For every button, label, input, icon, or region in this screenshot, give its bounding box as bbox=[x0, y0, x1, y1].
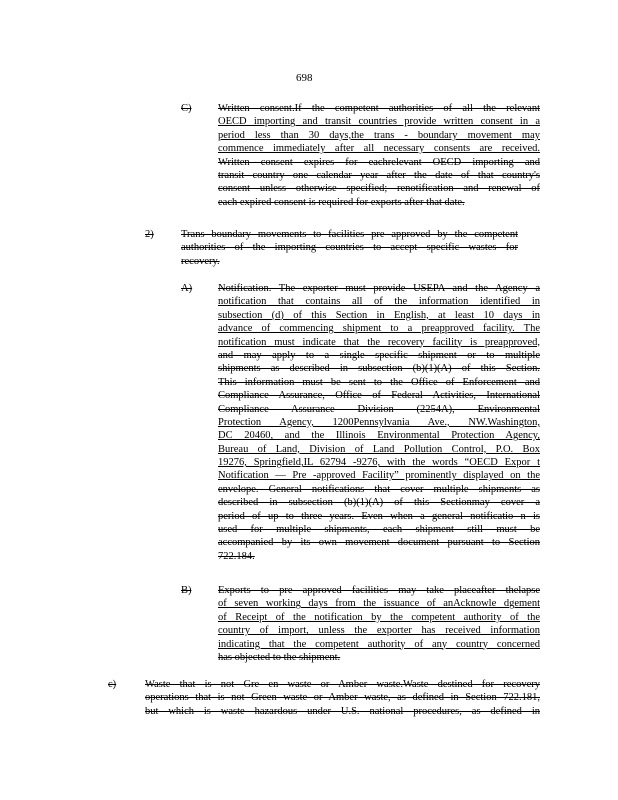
paragraph-A-line: notification that contains all of the information identified in bbox=[218, 296, 540, 308]
paragraph-A-line: Notification. The exporter must provide USEPA and the Agency a bbox=[218, 283, 540, 294]
paragraph-C-line: commence immediately after all necessary consents are received. bbox=[218, 143, 540, 155]
paragraph-C-line: Written consent expires for eachrelevant OECD importing and bbox=[218, 156, 540, 168]
paragraph-2-line: recovery. bbox=[181, 255, 220, 267]
paragraph-B-line: of seven working days from the issuance of anAcknowle dgement bbox=[218, 598, 540, 610]
paragraph-A-line: subsection (d) of this Section in English, at least 10 days in bbox=[218, 309, 540, 321]
paragraph-A-line: notification must indicate that the recovery facility is preapproved, bbox=[218, 336, 540, 348]
paragraph-A-line: and may apply to a single specific shipment or to multiple bbox=[218, 349, 540, 361]
paragraph-B bbox=[218, 584, 540, 664]
paragraph-B-line: has objected to the shipment. bbox=[218, 651, 341, 663]
paragraph-A-line: 19276, Springfield,IL 62794 -9276, with the words “OECD Expor t bbox=[218, 457, 540, 469]
paragraph-A-line: This information must be sent to the Office of Enforcement and bbox=[218, 376, 540, 388]
paragraph-A-line: Notification — Pre -approved Facility” prominently displayed on the bbox=[218, 470, 540, 482]
paragraph-2-line: Trans boundary movements to facilities pre approved by the competent bbox=[181, 229, 518, 240]
paragraph-A-line: period of up to three years. Even when a general notificatio n is bbox=[218, 510, 540, 522]
page-number: 698 bbox=[296, 72, 313, 84]
paragraph-B-line: indicating that the competent authority of any country concerned bbox=[218, 638, 540, 650]
paragraph-A bbox=[218, 282, 540, 563]
paragraph-A-line: advance of commencing shipment to a preapproved facility. The bbox=[218, 323, 540, 335]
paragraph-C-line: consent unless otherwise specified; renotification and renewal of bbox=[218, 183, 540, 195]
paragraph-C bbox=[218, 102, 540, 209]
paragraph-2 bbox=[181, 228, 518, 268]
paragraph-A-line: Compliance Assurance Division (2254A), Environmental bbox=[218, 403, 540, 415]
paragraph-B-line: country of import, unless the exporter has received information bbox=[218, 625, 540, 637]
paragraph-A-line: used for multiple shipments, each shipment still must be bbox=[218, 524, 540, 536]
label-2: 2) bbox=[145, 229, 154, 240]
paragraph-c-line: operations that is not Green waste or Amber waste, as defined in Section 722.181, bbox=[145, 692, 540, 704]
paragraph-A-line: shipments as described in subsection (b)(1)(A) of this Section. bbox=[218, 363, 540, 375]
paragraph-A-line: accompanied by its own movement document pursuant to Section bbox=[218, 537, 540, 549]
paragraph-A-line: DC 20460, and the Illinois Environmental Protection Agency, bbox=[218, 430, 540, 442]
paragraph-2-line: authorities of the importing countries to accept specific wastes for bbox=[181, 242, 518, 254]
label-C: C) bbox=[181, 103, 192, 114]
paragraph-c bbox=[145, 678, 540, 718]
paragraph-C-line: Written consent.If the competent authorities of all the relevant bbox=[218, 103, 540, 114]
paragraph-c-line: but which is waste hazardous under U.S. national procedures, as defined in bbox=[145, 705, 540, 717]
paragraph-C-line: period less than 30 days,the trans - boundary movement may bbox=[218, 129, 540, 141]
label-c: c) bbox=[108, 679, 117, 690]
paragraph-A-line: described in subsection (b)(1)(A) of this Sectionmay cover a bbox=[218, 497, 540, 509]
paragraph-C-line: transit country one calendar year after the date of that country's bbox=[218, 169, 540, 181]
paragraph-A-line: envelope. General notifications that cover multiple shipments as bbox=[218, 483, 540, 495]
paragraph-B-line: Exports to pre approved facilities may take placeafter thelapse bbox=[218, 585, 540, 596]
paragraph-C-line: OECD importing and transit countries provide written consent in a bbox=[218, 116, 540, 128]
paragraph-c-line: Waste that is not Gre en waste or Amber waste.Waste destined for recovery bbox=[145, 679, 540, 690]
paragraph-A-line: Compliance Assurance, Office of Federal Activities, International bbox=[218, 390, 540, 402]
paragraph-C-line: each expired consent is required for exports after that date. bbox=[218, 196, 465, 208]
label-A: A) bbox=[181, 283, 193, 294]
paragraph-A-line: 722.184. bbox=[218, 550, 255, 562]
paragraph-B-line: of Receipt of the notification by the competent authority of the bbox=[218, 611, 540, 623]
label-B: B) bbox=[181, 585, 192, 596]
paragraph-A-line: Protection Agency, 1200Pennsylvania Ave., NW.Washington, bbox=[218, 416, 540, 428]
paragraph-A-line: Bureau of Land, Division of Land Pollution Control, P.O. Box bbox=[218, 443, 540, 455]
